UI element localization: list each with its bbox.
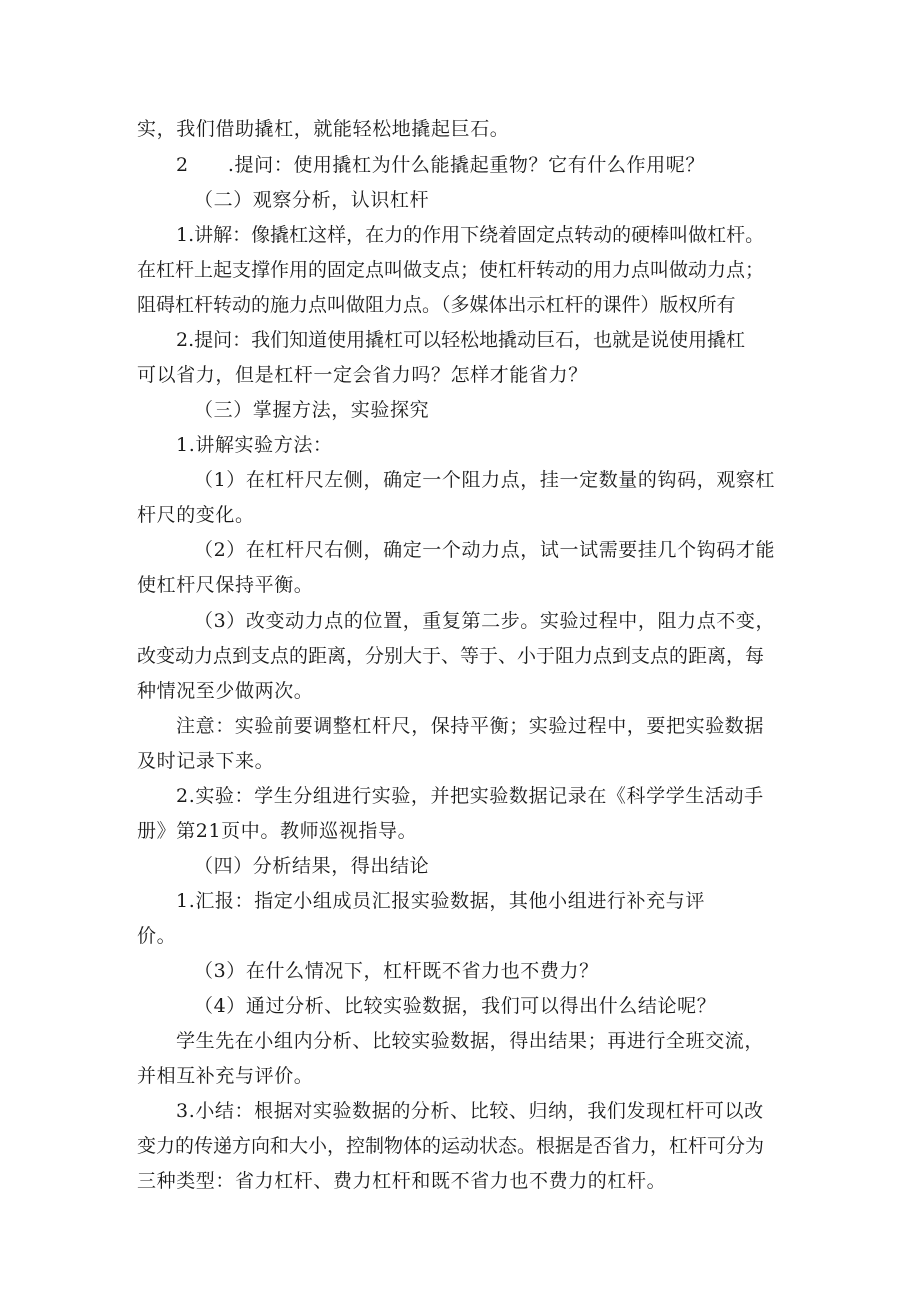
text-line: 种情况至少做两次。	[137, 680, 314, 702]
text-line: 2.提问：我们知道使用撬杠可以轻松地撬动巨石，也就是说使用撬杠	[176, 329, 746, 351]
text-line: 并相互补充与评价。	[137, 1065, 314, 1087]
text-line: 册》第21页中。教师巡视指导。	[137, 820, 418, 842]
text-line: 2 .提问：使用撬杠为什么能撬起重物？它有什么作用呢？	[176, 154, 705, 176]
text-line: 学生先在小组内分析、比较实验数据，得出结果；再进行全班交流，	[176, 1030, 765, 1052]
text-line: 及时记录下来。	[137, 750, 275, 772]
text-line: 价。	[137, 925, 177, 947]
text-line: （3）改变动力点的位置，重复第二步。实验过程中，阻力点不变，	[194, 610, 776, 632]
text-line: 实，我们借助撬杠，就能轻松地撬起巨石。	[137, 118, 510, 140]
text-line: 2.实验：学生分组进行实验，并把实验数据记录在《科学学生活动手	[176, 785, 764, 807]
text-line: 3.小结：根据对实验数据的分析、比较、归纳，我们发现杠杆可以改	[176, 1100, 764, 1122]
text-line: （4）通过分析、比较实验数据，我们可以得出什么结论呢？	[194, 995, 717, 1017]
text-line: 1.讲解实验方法：	[176, 434, 333, 456]
text-line: 变力的传递方向和大小，控制物体的运动状态。根据是否省力，杠杆可分为	[137, 1135, 765, 1157]
text-line: 杆尺的变化。	[137, 504, 255, 526]
text-line: 在杠杆上起支撑作用的固定点叫做支点；使杠杆转动的用力点叫做动力点；	[137, 259, 765, 281]
text-line: 阻碍杠杆转动的施力点叫做阻力点。（多媒体出示杠杆的课件）版权所有	[137, 294, 736, 316]
text-line: （2）在杠杆尺右侧，确定一个动力点，试一试需要挂几个钩码才能	[194, 539, 776, 561]
section-heading: （三）掌握方法，实验探究	[194, 399, 430, 421]
text-line: 1.讲解：像撬杠这样，在力的作用下绕着固定点转动的硬棒叫做杠杆。	[176, 224, 765, 246]
text-line: （3）在什么情况下，杠杆既不省力也不费力？	[194, 960, 599, 982]
text-line: 可以省力，但是杠杆一定会省力吗？怎样才能省力？	[137, 364, 588, 386]
text-line: （1）在杠杆尺左侧，确定一个阻力点，挂一定数量的钩码，观察杠	[194, 469, 776, 491]
text-line: 三种类型：省力杠杆、费力杠杆和既不省力也不费力的杠杆。	[137, 1170, 667, 1192]
section-heading: （二）观察分析，认识杠杆	[194, 189, 430, 211]
text-line: 1.汇报：指定小组成员汇报实验数据，其他小组进行补充与评	[176, 890, 705, 912]
text-line: 注意：实验前要调整杠杆尺，保持平衡；实验过程中，要把实验数据	[176, 715, 765, 737]
text-line: 使杠杆尺保持平衡。	[137, 574, 314, 596]
text-line: 改变动力点到支点的距离，分别大于、等于、小于阻力点到支点的距离，每	[137, 645, 765, 667]
section-heading: （四）分析结果，得出结论	[194, 855, 430, 877]
